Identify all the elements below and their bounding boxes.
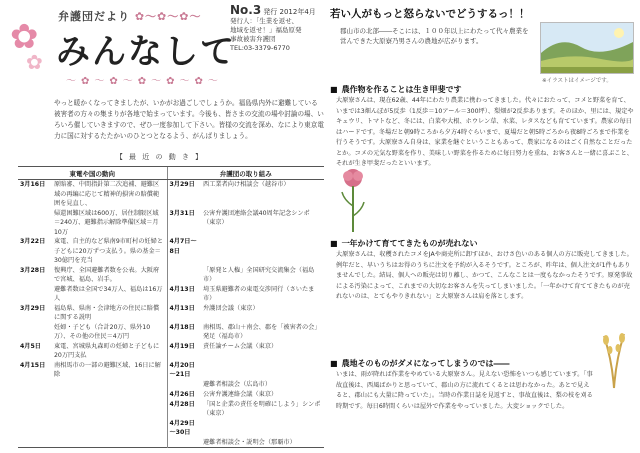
event-text-right: 公害弁護団連絡会議40周年記念シンポ（東京） bbox=[203, 209, 310, 226]
event-date-left: 3月16日 bbox=[20, 181, 46, 188]
event-text-right bbox=[201, 361, 324, 380]
event-date-left: 3月22日 bbox=[20, 238, 46, 245]
event-date-left: 3月28日 bbox=[20, 266, 46, 274]
table-row bbox=[18, 400, 324, 419]
event-date-right: 4月18日 bbox=[167, 323, 201, 342]
table-row bbox=[18, 361, 324, 380]
event-date-right bbox=[167, 380, 201, 390]
event-text-right: 西工業者向け相談会（越谷市） bbox=[203, 181, 290, 188]
newsletter-title: みんなして bbox=[56, 32, 236, 72]
event-date-left bbox=[18, 323, 52, 342]
event-text-right: 弁護団会議（東京） bbox=[203, 304, 259, 312]
event-date-right bbox=[167, 438, 201, 448]
event-text-right bbox=[201, 237, 324, 266]
rice-plant-illustration bbox=[596, 330, 632, 394]
event-date-left bbox=[18, 400, 52, 419]
table-row bbox=[18, 380, 324, 390]
section-body-3: いまは、雨が降れば作業をやめている大原寮さん。見えない恐怖をいつも感じています。「事故直後は、西風ばかりと思っていて、郡山の方に流れてくるとは思わなかった。あとで見えると、郡山にも大量に降っていた」。当時の作業日誌を見返すと、事故直後は、梨の枝を刈る時期です。毎日6時間くらいは屋外で作業をやっていました。大変ショックでした。 bbox=[336, 371, 593, 410]
event-text-right: 責任論チーム会議（東京） bbox=[203, 342, 278, 350]
table-row bbox=[18, 342, 324, 361]
event-text-left: 南相馬市の一部の避難区域、16日に解除 bbox=[54, 361, 161, 378]
event-date-right: 4月13日 bbox=[167, 285, 201, 304]
event-text-left bbox=[52, 438, 167, 448]
event-date-right: 4月26日 bbox=[167, 390, 201, 400]
event-text-left: 避難者数は全国で34万人、福島は16万人 bbox=[54, 285, 163, 302]
cherry-blossom-small-icon: ✿ bbox=[26, 50, 43, 74]
event-date-left bbox=[18, 285, 52, 304]
article-column bbox=[330, 0, 636, 453]
table-row bbox=[18, 237, 324, 266]
event-text-right: 避難者相談会（広島市） bbox=[203, 380, 272, 388]
event-text-left bbox=[52, 400, 167, 419]
event-text-left: 妊婦・子ども（合計20万、県外10万）、その他の住民＝4万円 bbox=[54, 323, 151, 340]
event-text-left bbox=[52, 380, 167, 390]
event-text-left: 復興庁、全国避難者数を公表。大阪府で宮城、福島、岩手。 bbox=[54, 266, 160, 283]
event-date-right: 4月28日 bbox=[167, 400, 201, 419]
issue-number: No.3 bbox=[230, 3, 262, 17]
right-column-header: 弁護団の取り組み bbox=[167, 167, 324, 180]
event-date-right: 3月29日 bbox=[167, 180, 201, 209]
event-date-right bbox=[167, 266, 201, 285]
event-date-right: 4月7日～8日 bbox=[167, 237, 201, 266]
newsletter-series: 弁護団だより ✿～✿～✿～ bbox=[58, 10, 202, 23]
section-heading-3: ■ 農地そのものがダメになってしまうのでは―― bbox=[330, 358, 510, 369]
table-row bbox=[18, 323, 324, 342]
issuer-line-1: 発行人：「生業を返せ、 bbox=[230, 17, 299, 25]
table-row bbox=[18, 285, 324, 304]
event-text-right bbox=[201, 419, 324, 438]
event-text-left: 福島県、県南・会津地方の住民に賠償に関する説明 bbox=[54, 304, 160, 321]
event-text-left: 東電、宮城県丸森町の妊婦と子どもに20万円支払 bbox=[54, 342, 160, 359]
event-date-left bbox=[18, 438, 52, 448]
event-date-left bbox=[18, 390, 52, 400]
event-text-left: 原賠審、中間指針第二次追補、避難区域の再編に応じて精神的損害の賠償範囲を見直し、 bbox=[54, 181, 160, 207]
event-date-left bbox=[18, 209, 52, 238]
table-row bbox=[18, 419, 324, 438]
issuer-line-3: 事故被害弁護団 bbox=[230, 35, 276, 43]
event-date-right: 4月20日～21日 bbox=[167, 361, 201, 380]
issue-info bbox=[230, 3, 326, 53]
event-text-left: 東電、自主的など県南9市町村の妊婦と子どもに20万ずつ支払う。県の基金＝30億円を充当 bbox=[54, 238, 164, 264]
event-date-right: 4月19日 bbox=[167, 342, 201, 361]
landscape-illustration bbox=[540, 22, 634, 74]
event-text-right: 避難者相談会・説明会（那覇市） bbox=[203, 438, 296, 446]
table-row bbox=[18, 390, 324, 400]
section-body-1: 大原寮さんは、現在62歳、44年にわたり農業に携わってきました。代々におたって、コメと野菜を育て、いまでは3畑んぼが5反歩（1反歩＝10アール＝300坪）、梨畑が2反歩あります。そのほか、里には、規定やキュウリ、トマトなど、冬には、白菜や大根、ホウレン草、水菜、レタスなども育てています。農家の毎日はハードです。冬場だと朝9時ころから夕方4時ぐらいまで、夏場だと朝5時ごろから夜8時ごろまで作業を行うそうです。大原寮さん自身は、家業を継ぐということもあって、農家になるのはごく自然なことだったとか。コメの元気な野菜を作り、美味しい野菜を作るために毎日努力を重ね、お客さんと一緒に喜ぶこと、それが生き甲斐だったといいます。 bbox=[336, 97, 634, 167]
issuer-line-2: 地域を返せ！」福島原発 bbox=[230, 26, 302, 34]
issuer-phone: TEL:03-3379-6770 bbox=[230, 44, 290, 52]
carnation-illustration bbox=[336, 166, 370, 240]
section-heading-2: ■ 一年かけて育ててきたものが売れない bbox=[330, 238, 478, 249]
intro-paragraph: やっと暖かくなってきましたが、いかがお過ごしでしょうか。福島県内外に避難している被害者の方々の集まりが各地で始まっています。今後も、皆さまの交流の場や討論の場、いろいろ催していきますので、ぜひ一度参加して下さい。皆様の交流を深め、なにより東京電力に国に対するたたかいのひとつとなるよう、がんばりましょう。 bbox=[54, 99, 324, 140]
table-row bbox=[18, 266, 324, 285]
event-date-left bbox=[18, 419, 52, 438]
article-lead: 郡山市の北部――そこには、１００年以上にわたって代々農業を営んできた大原寮乃男さんの農地が広がります。 bbox=[340, 27, 529, 45]
table-row bbox=[18, 304, 324, 323]
events-table bbox=[18, 166, 324, 448]
event-date-left: 4月15日 bbox=[20, 361, 46, 369]
table-row bbox=[18, 209, 324, 238]
event-text-right: 埼玉県避難者の東電交渉同行（さいたま市） bbox=[203, 285, 315, 302]
event-text-right: 「国と企業の責任を明確にしよう」シンポ（東京） bbox=[203, 400, 321, 417]
flower-row-icon: ✿～✿～✿～ bbox=[134, 10, 202, 23]
event-date-right: 4月13日 bbox=[167, 304, 201, 323]
event-text-right: 南相馬、郡山＋南会、郡を「被害者の会」発足（福島市） bbox=[203, 323, 321, 340]
section-body-2: 大原寮さんは、収穫されたコメをJAや商売所に卸すほか、おけさ色いのある個人の方に販売してきました。例年だと、早いうちはお得のうちに注文を予約が入るそうです。ところが、昨年は、個人注文が1件もありませんでした。結局、個人への販売は切り離し、かつて、こんなことは一度もなかったそうです。原発事故による汚染によって、これまでの大切なお客さんを失ってしまいました。「一年かけて育ててきたものが売れないのは、とてもやりきれない」と大原寮さんは肩を落とします。 bbox=[336, 251, 633, 300]
event-date-right: 4月29日～30日 bbox=[167, 419, 201, 438]
event-text-left: 帰還困難区域は600万、居住制限区域＝240万、避難指示解除準備区域＝月10万 bbox=[54, 209, 159, 236]
recent-events-title: 【 最 近 の 動 き 】 bbox=[115, 153, 205, 161]
event-text-left bbox=[52, 390, 167, 400]
table-row bbox=[18, 438, 324, 448]
event-date-left bbox=[18, 380, 52, 390]
event-date-left: 4月5日 bbox=[20, 342, 41, 350]
event-text-right: 「原発と人権」全国研究交流集会（福島市） bbox=[203, 266, 315, 283]
flower-divider-icon: ～✿～✿～✿～✿～✿～ bbox=[66, 76, 223, 87]
event-date-left: 3月29日 bbox=[20, 304, 46, 312]
event-date-right: 3月31日 bbox=[167, 209, 201, 238]
illustration-caption: ※イラストはイメージです。 bbox=[542, 78, 612, 84]
table-row bbox=[18, 180, 324, 209]
event-text-left bbox=[52, 419, 167, 438]
event-text-right: 公害弁護連絡会議（東京） bbox=[203, 390, 278, 398]
article-headline: 若い人がもっと怒らないでどうするっ！！ bbox=[330, 8, 530, 20]
left-column-header: 東電や国の動向 bbox=[18, 167, 167, 180]
issue-date: 発行 2012年4月 bbox=[263, 8, 316, 16]
cherry-blossom-icon: ✿ bbox=[10, 17, 39, 57]
section-heading-1: ■ 農作物を作ることは生き甲斐です bbox=[330, 84, 462, 95]
